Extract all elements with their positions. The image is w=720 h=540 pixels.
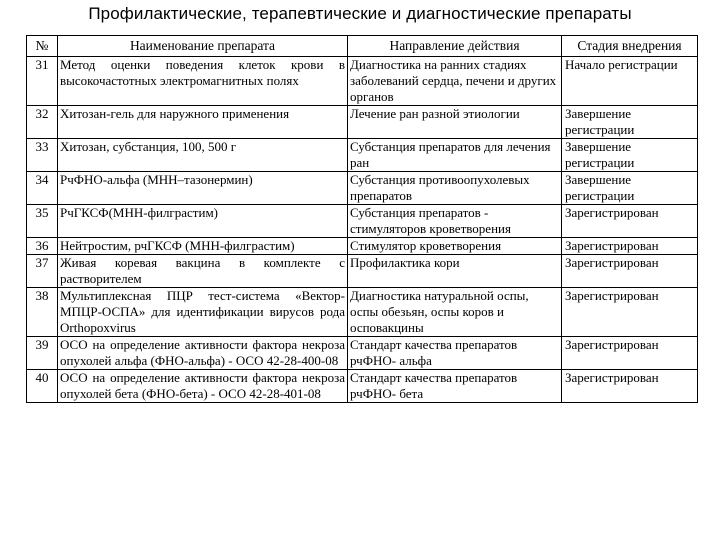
row-stage: Начало регистрации (562, 57, 698, 106)
row-stage: Завершение регистрации (562, 172, 698, 205)
table-row (27, 370, 698, 403)
row-direction: Стандарт качества препаратов рчФНО- альфа (348, 337, 562, 370)
row-direction: Субстанция препаратов для лечения ран (348, 139, 562, 172)
row-num: 31 (27, 57, 58, 106)
table-row (27, 238, 698, 255)
row-direction: Диагностика натуральной оспы, оспы обезьян, оспы коров и осповакцины (348, 288, 562, 337)
row-stage: Зарегистрирован (562, 205, 698, 238)
table-row (27, 172, 698, 205)
row-name: ОСО на определение активности фактора некроза опухолей альфа (ФНО-альфа) - ОСО 42-28-400-08 (58, 337, 348, 370)
row-direction: Профилактика кори (348, 255, 562, 288)
row-num: 36 (27, 238, 58, 255)
row-stage: Зарегистрирован (562, 238, 698, 255)
table-row (27, 106, 698, 139)
row-num: 37 (27, 255, 58, 288)
row-direction: Лечение ран разной этиологии (348, 106, 562, 139)
header-num: № (27, 36, 58, 57)
header-direction: Направление действия (348, 36, 562, 57)
row-num: 40 (27, 370, 58, 403)
row-name: РчГКСФ(МНН-филграстим) (58, 205, 348, 238)
row-name: Нейтростим, рчГКСФ (МНН-филграстим) (58, 238, 348, 255)
table-row (27, 337, 698, 370)
table-row (27, 57, 698, 106)
row-stage: Завершение регистрации (562, 106, 698, 139)
row-name: Хитозан, субстанция, 100, 500 г (58, 139, 348, 172)
row-num: 35 (27, 205, 58, 238)
table-row (27, 255, 698, 288)
row-direction: Субстанция противоопухолевых препаратов (348, 172, 562, 205)
row-name: Живая коревая вакцина в комплекте с растворителем (58, 255, 348, 288)
row-direction: Субстанция препаратов - стимуляторов кроветворения (348, 205, 562, 238)
row-stage: Зарегистрирован (562, 288, 698, 337)
table-row (27, 139, 698, 172)
row-num: 39 (27, 337, 58, 370)
header-name: Наименование препарата (58, 36, 348, 57)
row-stage: Зарегистрирован (562, 337, 698, 370)
row-num: 34 (27, 172, 58, 205)
row-direction: Стандарт качества препаратов рчФНО- бета (348, 370, 562, 403)
row-num: 38 (27, 288, 58, 337)
row-stage: Зарегистрирован (562, 370, 698, 403)
row-name: ОСО на определение активности фактора некроза опухолей бета (ФНО-бета) - ОСО 42-28-401-08 (58, 370, 348, 403)
row-name: Хитозан-гель для наружного применения (58, 106, 348, 139)
row-name: РчФНО-альфа (МНН–тазонермин) (58, 172, 348, 205)
header-stage: Стадия внедрения (562, 36, 698, 57)
row-name: Метод оценки поведения клеток крови в высокочастотных электромагнитных полях (58, 57, 348, 106)
table-row (27, 205, 698, 238)
row-num: 33 (27, 139, 58, 172)
row-num: 32 (27, 106, 58, 139)
row-name: Мультиплексная ПЦР тест-система «Вектор-МПЦР-ОСПА» для идентификации вирусов рода Orthopoxvirus (58, 288, 348, 337)
row-direction: Стимулятор кроветворения (348, 238, 562, 255)
table-header-row (27, 36, 698, 57)
table-row (27, 288, 698, 337)
row-direction: Диагностика на ранних стадиях заболеваний сердца, печени и других органов (348, 57, 562, 106)
page-title: Профилактические, терапевтические и диагностические препараты (88, 4, 632, 23)
row-stage: Завершение регистрации (562, 139, 698, 172)
row-stage: Зарегистрирован (562, 255, 698, 288)
drugs-table (26, 35, 698, 403)
